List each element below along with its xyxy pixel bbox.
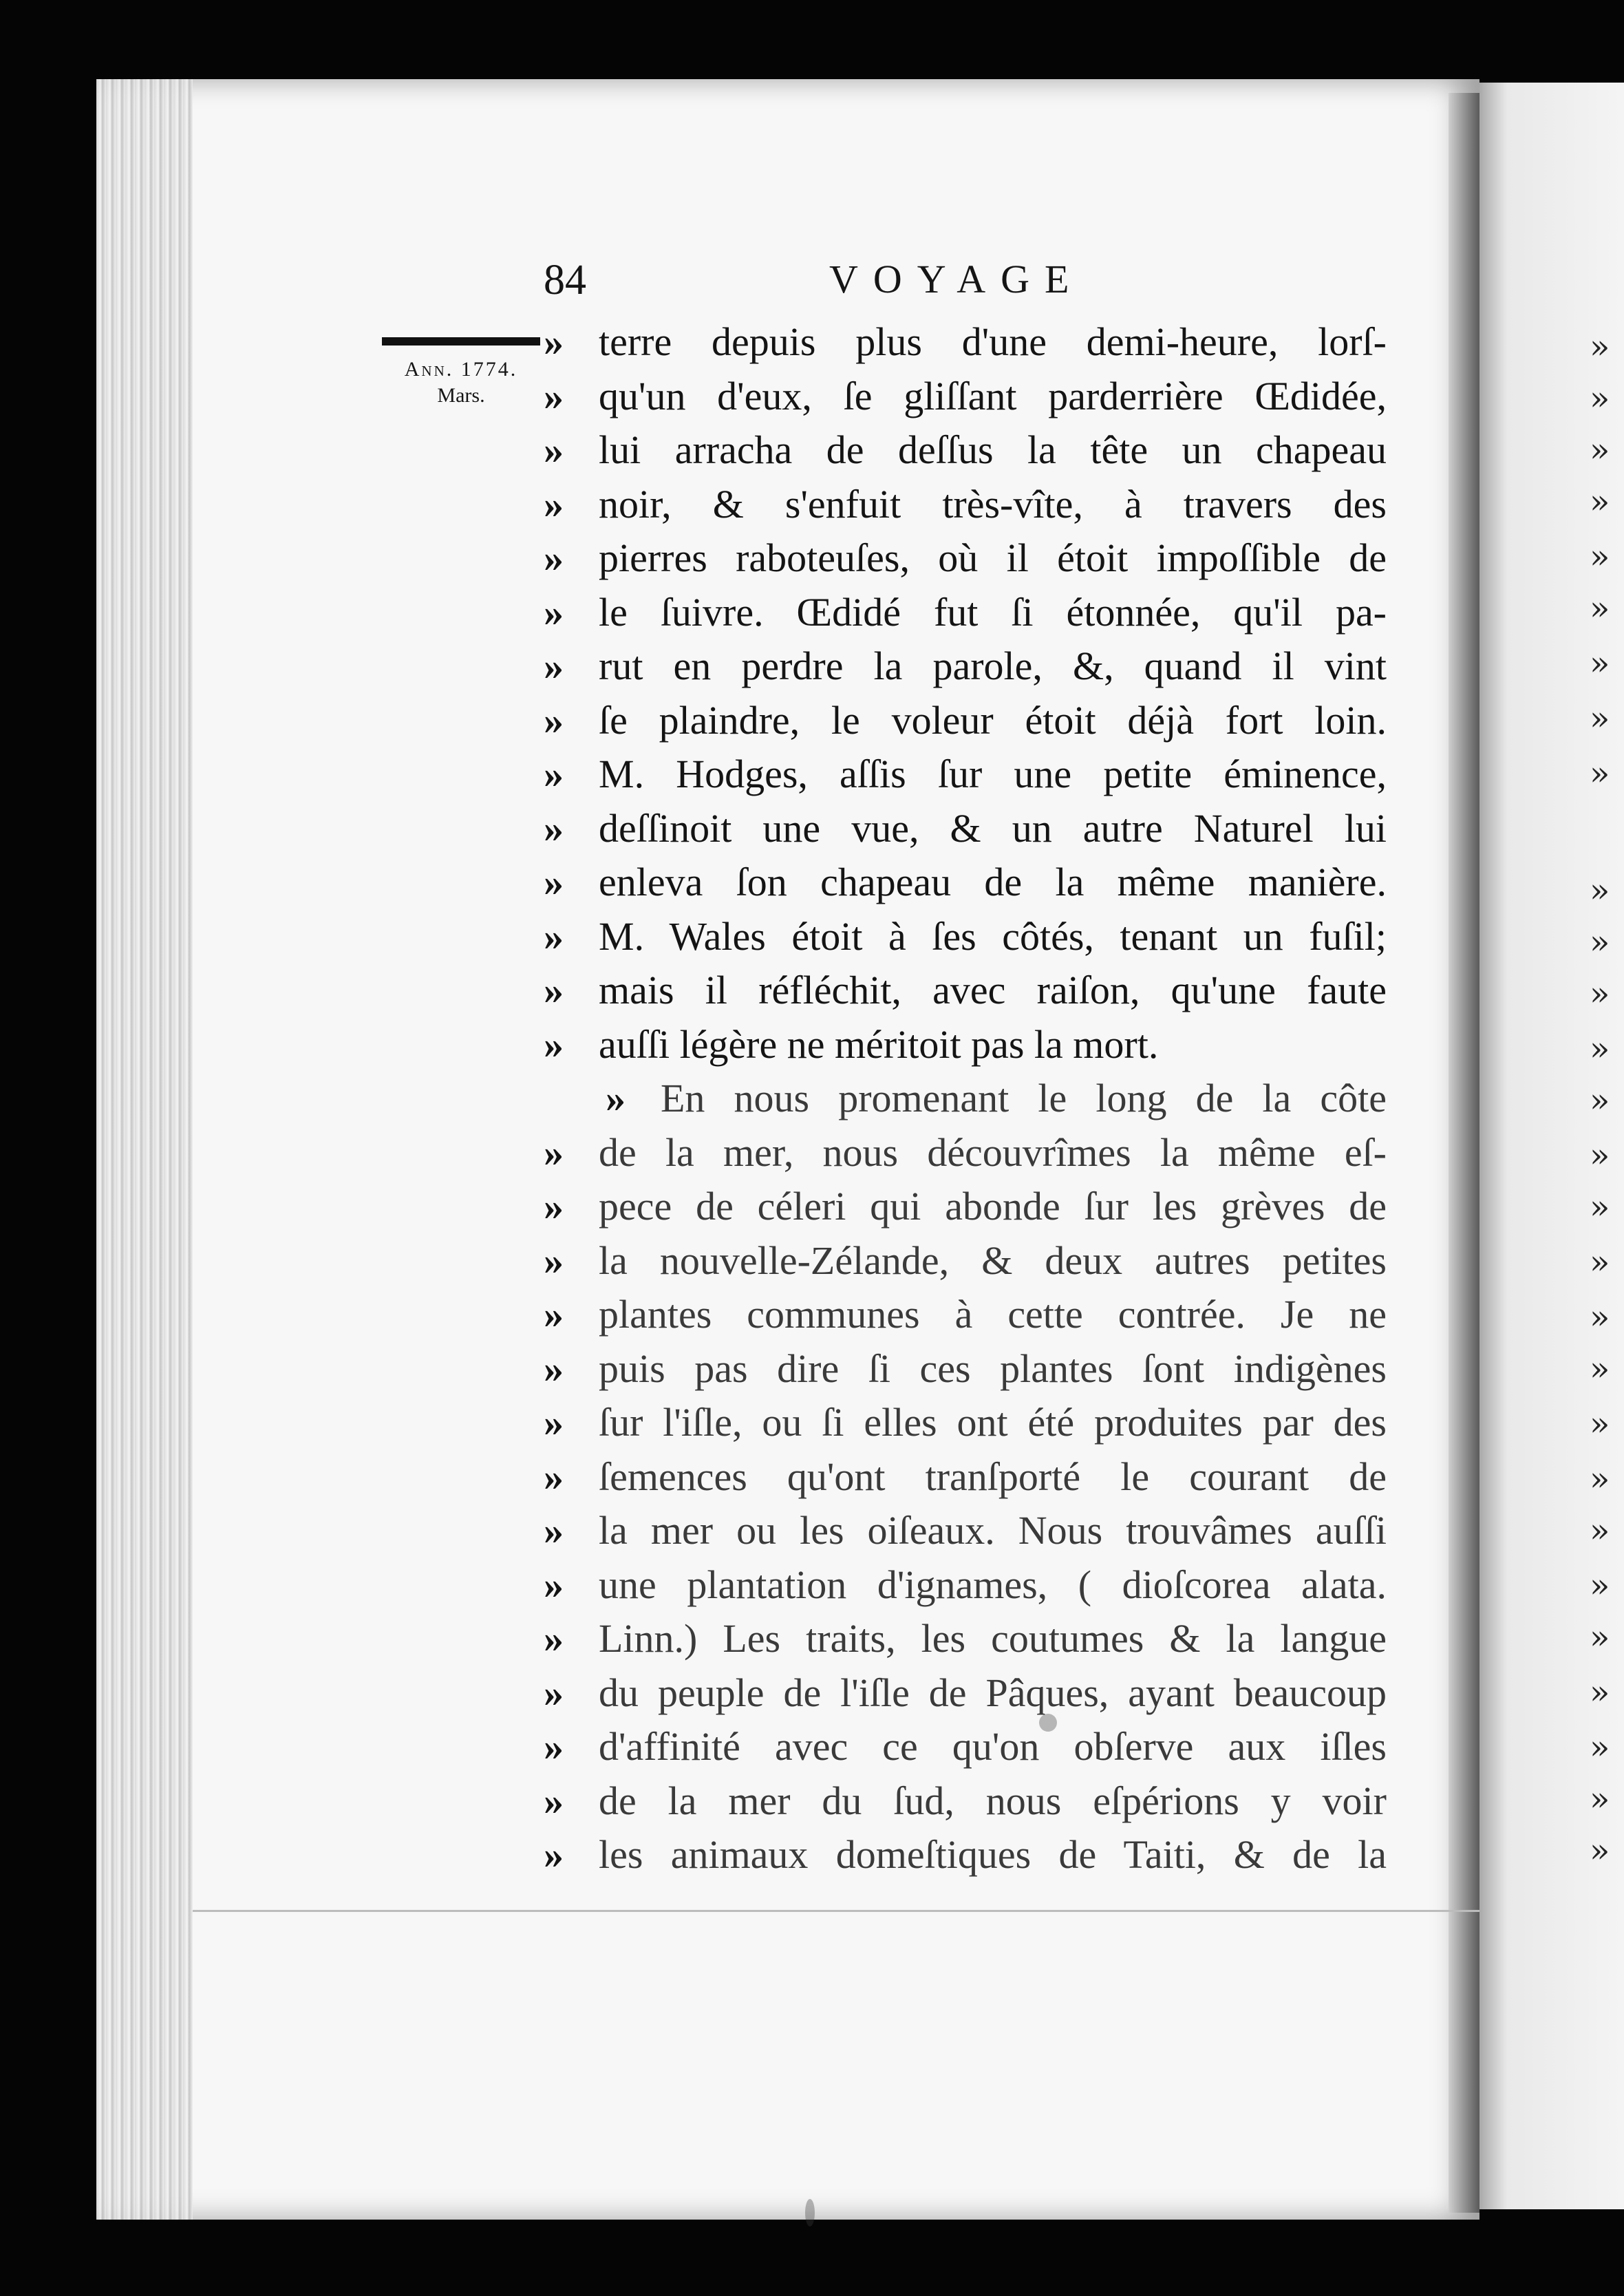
- facing-quote-mark: »: [1590, 1511, 1610, 1550]
- line-text: Linn.) Les traits, les coutumes & la langue: [599, 1616, 1387, 1661]
- text-line: [544, 1342, 1387, 1396]
- text-line: [544, 855, 1387, 910]
- line-text: pece de céleri qui abonde ſur les grèves de: [599, 1184, 1387, 1229]
- line-text: enleva ſon chapeau de la même manière.: [599, 860, 1387, 904]
- line-text: mais il réfléchit, avec raiſon, qu'une faute: [599, 968, 1387, 1012]
- text-line: [544, 1396, 1387, 1450]
- text-line: [544, 531, 1387, 586]
- quote-mark: »: [544, 1508, 564, 1553]
- line-text: une plantation d'ignames, ( dioſcorea alata.: [599, 1562, 1387, 1607]
- facing-quote-mark: »: [1590, 1618, 1610, 1657]
- line-text: lui arracha de deſſus la tête un chapeau: [599, 427, 1387, 472]
- margin-note: [375, 337, 547, 407]
- quote-mark: »: [544, 1237, 564, 1283]
- text-line: [544, 370, 1387, 424]
- line-text: noir, & s'enfuit très-vîte, à travers des: [599, 481, 1387, 527]
- body-text: [544, 315, 1387, 1882]
- text-line: [544, 1774, 1387, 1829]
- running-head: [544, 248, 1232, 310]
- page-stack-edge: [96, 79, 193, 2220]
- quote-mark: »: [544, 1616, 564, 1661]
- text-line: [544, 1450, 1387, 1505]
- line-text: rut en perdre la parole, &, quand il vint: [599, 644, 1387, 688]
- text-line: [544, 1504, 1387, 1558]
- quote-mark: »: [544, 1292, 564, 1337]
- quote-mark: »: [544, 968, 564, 1012]
- text-line: [544, 802, 1387, 856]
- quote-mark: »: [544, 1454, 564, 1499]
- facing-quote-mark: »: [1590, 431, 1610, 469]
- facing-quote-mark: »: [1590, 1780, 1610, 1818]
- page-number: 84: [544, 257, 586, 304]
- quote-mark: »: [544, 644, 564, 688]
- margin-year: Ann. 1774.: [404, 358, 518, 381]
- facing-quote-mark: »: [1590, 538, 1610, 576]
- quote-mark: »: [544, 373, 564, 418]
- line-text: pierres raboteuſes, où il étoit impoſſible de: [599, 535, 1387, 580]
- facing-quote-mark: »: [1590, 1030, 1610, 1068]
- quote-mark: »: [544, 1346, 564, 1391]
- line-text: deſſinoit une vue, & un autre Naturel lui: [599, 805, 1387, 851]
- text-line: [544, 1180, 1387, 1234]
- facing-quote-mark: »: [1590, 1188, 1610, 1226]
- text-line: [544, 586, 1387, 640]
- facing-quote-mark: »: [1590, 1081, 1610, 1120]
- facing-quote-mark: »: [1590, 975, 1610, 1013]
- text-line: [544, 1126, 1387, 1180]
- quote-mark: »: [544, 1184, 564, 1229]
- facing-quote-mark: »: [1590, 1460, 1610, 1498]
- quote-mark: »: [544, 535, 564, 580]
- text-line: [544, 1288, 1387, 1342]
- quote-mark: »: [544, 1832, 564, 1877]
- quote-mark: »: [544, 913, 564, 959]
- quote-mark: »: [544, 1400, 564, 1445]
- page-bottom-rule: [193, 1910, 1479, 1912]
- line-text: le ſuivre. Œdidé fut ſi étonnée, qu'il pa-: [599, 589, 1387, 635]
- text-line: [544, 1072, 1387, 1126]
- line-text: auſſi légère ne méritoit pas la mort.: [599, 1021, 1159, 1067]
- facing-quote-mark: »: [1590, 1350, 1610, 1388]
- ink-smudge: [805, 2199, 815, 2226]
- facing-quote-mark: »: [1590, 589, 1610, 628]
- line-text: les animaux domeſtiques de Taiti, & de la: [599, 1832, 1387, 1877]
- line-text: d'affinité avec ce qu'on obſerve aux iſles: [599, 1724, 1387, 1769]
- facing-quote-mark: »: [1590, 1566, 1610, 1605]
- line-text: M. Wales étoit à ſes côtés, tenant un fuſil;: [599, 913, 1387, 959]
- quote-mark: »: [544, 1021, 564, 1067]
- facing-quote-mark: »: [1590, 328, 1610, 366]
- quote-mark: »: [544, 1778, 564, 1823]
- line-text: En nous promenant le long de la côte: [661, 1076, 1387, 1120]
- text-line: [544, 478, 1387, 532]
- quote-mark: »: [606, 1076, 626, 1120]
- facing-quote-mark: »: [1590, 1298, 1610, 1337]
- line-text: de la mer du ſud, nous eſpérions y voir: [599, 1778, 1387, 1823]
- line-text: terre depuis plus d'une demi-heure, lorſ-: [599, 319, 1387, 364]
- text-line: [544, 694, 1387, 748]
- facing-quote-mark: »: [1590, 1243, 1610, 1282]
- text-line: [544, 1018, 1387, 1072]
- facing-quote-mark: »: [1590, 644, 1610, 683]
- text-line: [544, 1828, 1387, 1882]
- quote-mark: »: [544, 1562, 564, 1607]
- line-text: plantes communes à cette contrée. Je ne: [599, 1292, 1387, 1337]
- quote-mark: »: [544, 481, 564, 527]
- line-text: la nouvelle-Zélande, & deux autres petites: [599, 1237, 1387, 1283]
- quote-mark: »: [544, 752, 564, 796]
- text-line: [544, 423, 1387, 478]
- line-text: du peuple de l'iſle de Pâques, ayant beaucoup: [599, 1670, 1387, 1715]
- quote-mark: »: [544, 319, 564, 364]
- facing-quote-mark: »: [1590, 1831, 1610, 1870]
- text-line: [544, 1720, 1387, 1774]
- quote-mark: »: [544, 1724, 564, 1769]
- margin-rule: [382, 337, 540, 346]
- facing-quote-mark: »: [1590, 482, 1610, 521]
- text-line: [544, 1612, 1387, 1666]
- facing-quote-mark: »: [1590, 699, 1610, 738]
- facing-quote-mark: »: [1590, 1673, 1610, 1712]
- line-text: ſe plaindre, le voleur étoit déjà fort loin.: [599, 697, 1387, 743]
- line-text: de la mer, nous découvrîmes la même eſ-: [599, 1129, 1387, 1175]
- text-line: [544, 639, 1387, 694]
- facing-quote-mark: »: [1590, 923, 1610, 961]
- text-line: [544, 1666, 1387, 1721]
- line-text: la mer ou les oiſeaux. Nous trouvâmes auſſi: [599, 1508, 1387, 1553]
- quote-mark: »: [544, 1670, 564, 1715]
- facing-quote-mark: »: [1590, 1405, 1610, 1443]
- quote-mark: »: [544, 589, 564, 635]
- facing-quote-mark: »: [1590, 379, 1610, 418]
- running-title: VOYAGE: [829, 257, 1085, 301]
- text-line: [544, 1234, 1387, 1288]
- facing-quote-mark: »: [1590, 871, 1610, 910]
- quote-mark: »: [544, 860, 564, 904]
- facing-page-quote-marks: [1590, 0, 1624, 2296]
- page-gutter-shadow: [1449, 93, 1479, 2213]
- line-text: ſemences qu'ont tranſporté le courant de: [599, 1454, 1387, 1499]
- facing-quote-mark: »: [1590, 1136, 1610, 1175]
- line-text: ſur l'iſle, ou ſi elles ont été produites par des: [599, 1400, 1387, 1445]
- text-line: [544, 747, 1387, 802]
- line-text: M. Hodges, aſſis ſur une petite éminence,: [599, 752, 1387, 796]
- quote-mark: »: [544, 697, 564, 743]
- quote-mark: »: [544, 1129, 564, 1175]
- ink-smudge: [1039, 1714, 1057, 1732]
- facing-quote-mark: »: [1590, 1728, 1610, 1767]
- text-line: [544, 964, 1387, 1018]
- margin-month: Mars.: [437, 384, 485, 407]
- line-text: puis pas dire ſi ces plantes ſont indigènes: [599, 1346, 1387, 1391]
- text-line: [544, 1558, 1387, 1613]
- line-text: qu'un d'eux, ſe gliſſant parderrière Œdidée,: [599, 373, 1387, 418]
- quote-mark: »: [544, 427, 564, 472]
- text-line: [544, 910, 1387, 964]
- facing-quote-mark: »: [1590, 754, 1610, 793]
- text-line: [544, 315, 1387, 370]
- quote-mark: »: [544, 805, 564, 851]
